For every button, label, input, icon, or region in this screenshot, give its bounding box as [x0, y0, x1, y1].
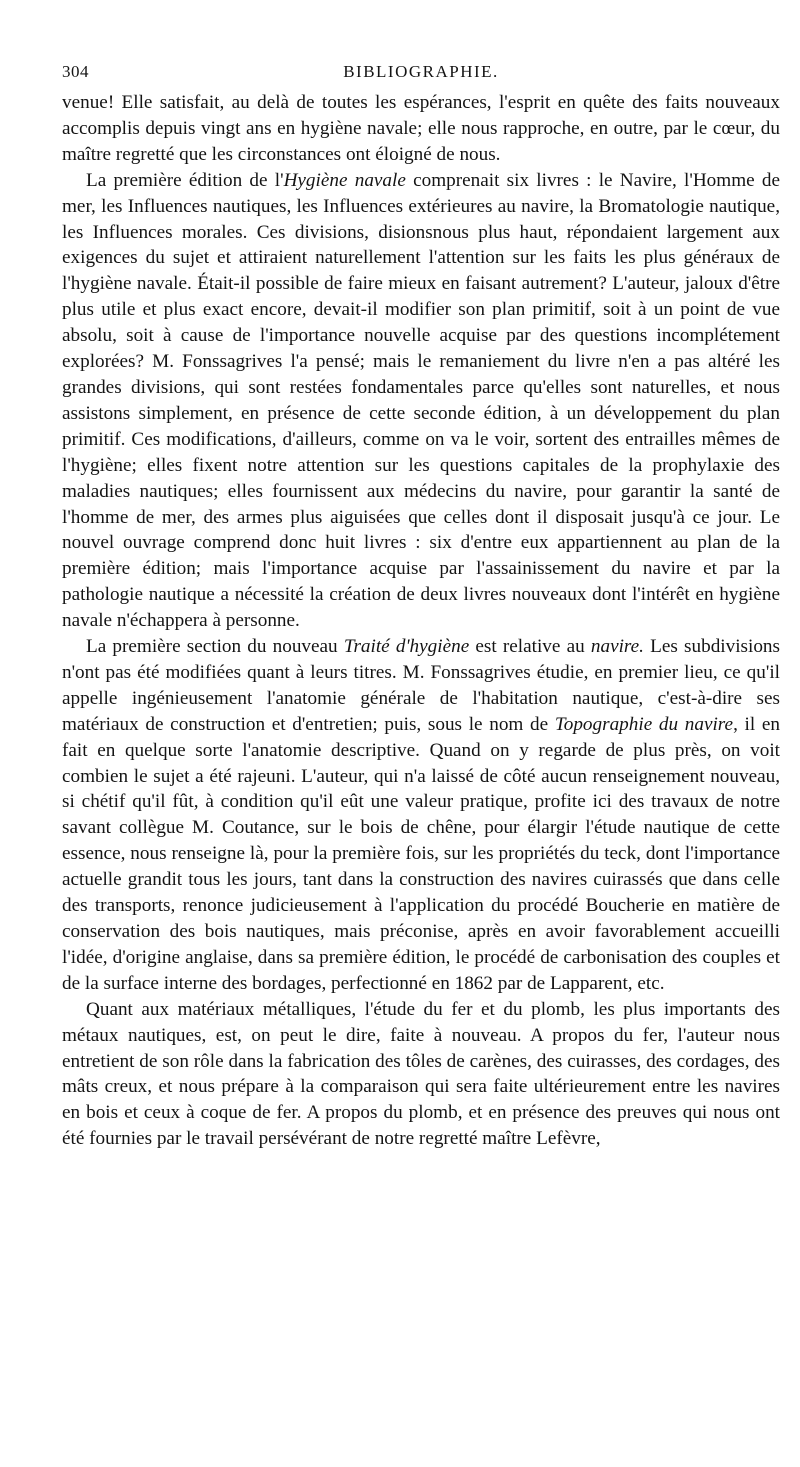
book-page: [62, 62, 780, 1152]
paragraph-3-text-d: , il en fait en quelque sorte l'anatomie descriptive. Quand on y regarde de plus près, on voit combien le sujet a été rajeuni. L'auteur, qui n'a laissé de côté aucun renseignement nouveau, si chétif qu'il fût, à condition qu'il eût une valeur pratique, profite ici des travaux de notre savant collègue M. Coutance, sur le bois de chêne, pour élargir l'étude nautique de cette essence, nous renseigne là, pour la première fois, sur les propriétés du teck, dont l'importance actuelle grandit tous les jours, tant dans la construction des navires cuirassés que dans celle des transports, renonce judicieusement à l'application du procédé Boucherie en matière de conservation des bois nautiques, mais préconise, après en avoir favorablement accueilli l'idée, d'origine anglaise, dans sa première édition, le procédé de carbonisation des couples et de la surface interne des bordages, perfectionné en 1862 par de Lapparent, etc.: [62, 713, 781, 994]
term-topographie-du-navire: Topographie du navire: [554, 713, 734, 735]
body-text: [62, 90, 780, 1152]
running-title: BIBLIOGRAPHIE.: [343, 62, 499, 81]
paragraph-1: [62, 90, 780, 168]
paragraph-3-text-c: Les subdivisions n'ont pas été modifiées quant à leurs titres. M. Fonssagrives étudie, en premier lieu, ce qu'il appelle ingénieusement l'anatomie générale de l'habitation nautique, c'est-à-dire ses matériaux de construction et d'entretien; puis, sous le nom de: [62, 636, 780, 735]
paragraph-2-text-a: La première édition de l': [86, 169, 284, 191]
title-hygiene-navale: Hygiène navale: [283, 169, 406, 191]
page-number: 304: [62, 62, 89, 81]
paragraph-2: [62, 168, 780, 634]
paragraph-3-text-b: est relative au: [469, 636, 591, 658]
paragraph-4-text: Quant aux matériaux métalliques, l'étude du fer et du plomb, les plus importants des métaux nautiques, est, on peut le dire, faite à nouveau. A propos du fer, l'auteur nous entretient de son rôle dans la fabrication des tôles de carènes, des cuirasses, des cordages, des mâts creux, et nous prépare à la comparaison qui sera faite ultérieurement entre les navires en bois et ceux à coque de fer. A propos du plomb, et en présence des preuves qui nous ont été fournies par le travail persévérant de notre regretté maître Lefèvre,: [62, 998, 780, 1150]
title-traite-hygiene: Traité d'hygiène: [343, 636, 470, 658]
running-head: [62, 62, 780, 90]
paragraph-2-text-b: comprenait six livres : le Navire, l'Homme de mer, les Influences nautiques, les Influences extérieures au navire, la Bromatologie nautique, les Influences morales. Ces divisions, disionsnous plus haut, répondaient largement aux exigences du sujet et attiraient naturellement l'attention sur les faits les plus généraux de l'hygiène navale. Était-il possible de faire mieux en faisant autrement? L'auteur, jaloux d'être plus utile et plus exact encore, devait-il modifier son plan primitif, soit à un point de vue absolu, soit à cause de l'importance nouvelle acquise par des questions incomplétement explorées? M. Fonssagrives l'a pensé; mais le remaniement du livre n'en a pas altéré les grandes divisions, qui sont restées fondamentales parce qu'elles sont naturelles, et nous assistons simplement, en présence de cette seconde édition, à un développement du plan primitif. Ces modifications, d'ailleurs, comme on va le voir, sortent des entrailles mêmes de l'hygiène; elles fixent notre attention sur les questions capitales de la prophylaxie des maladies nautiques; elles fournissent aux médecins du navire, pour garantir la santé de l'homme de mer, des armes plus aiguisées que celles dont il disposait jusqu'à ce jour. Le nouvel ouvrage comprend donc huit livres : six d'entre eux appartiennent au plan de la première édition; mais l'importance acquise par l'assainissement du navire et par la pathologie nautique a nécessité la création de deux livres nouveaux dont l'intérêt en hygiène navale n'échappera à personne.: [62, 169, 780, 632]
paragraph-3: [62, 634, 780, 997]
paragraph-3-text-a: La première section du nouveau: [86, 636, 344, 658]
paragraph-1-text: venue! Elle satisfait, au delà de toutes les espérances, l'esprit en quête des faits nouveaux accomplis depuis vingt ans en hygiène navale; elle nous rapproche, en outre, par le cœur, du maître regretté que les circonstances ont éloigné de nous.: [62, 92, 780, 165]
paragraph-4: [62, 997, 780, 1152]
term-navire: navire.: [590, 636, 644, 658]
